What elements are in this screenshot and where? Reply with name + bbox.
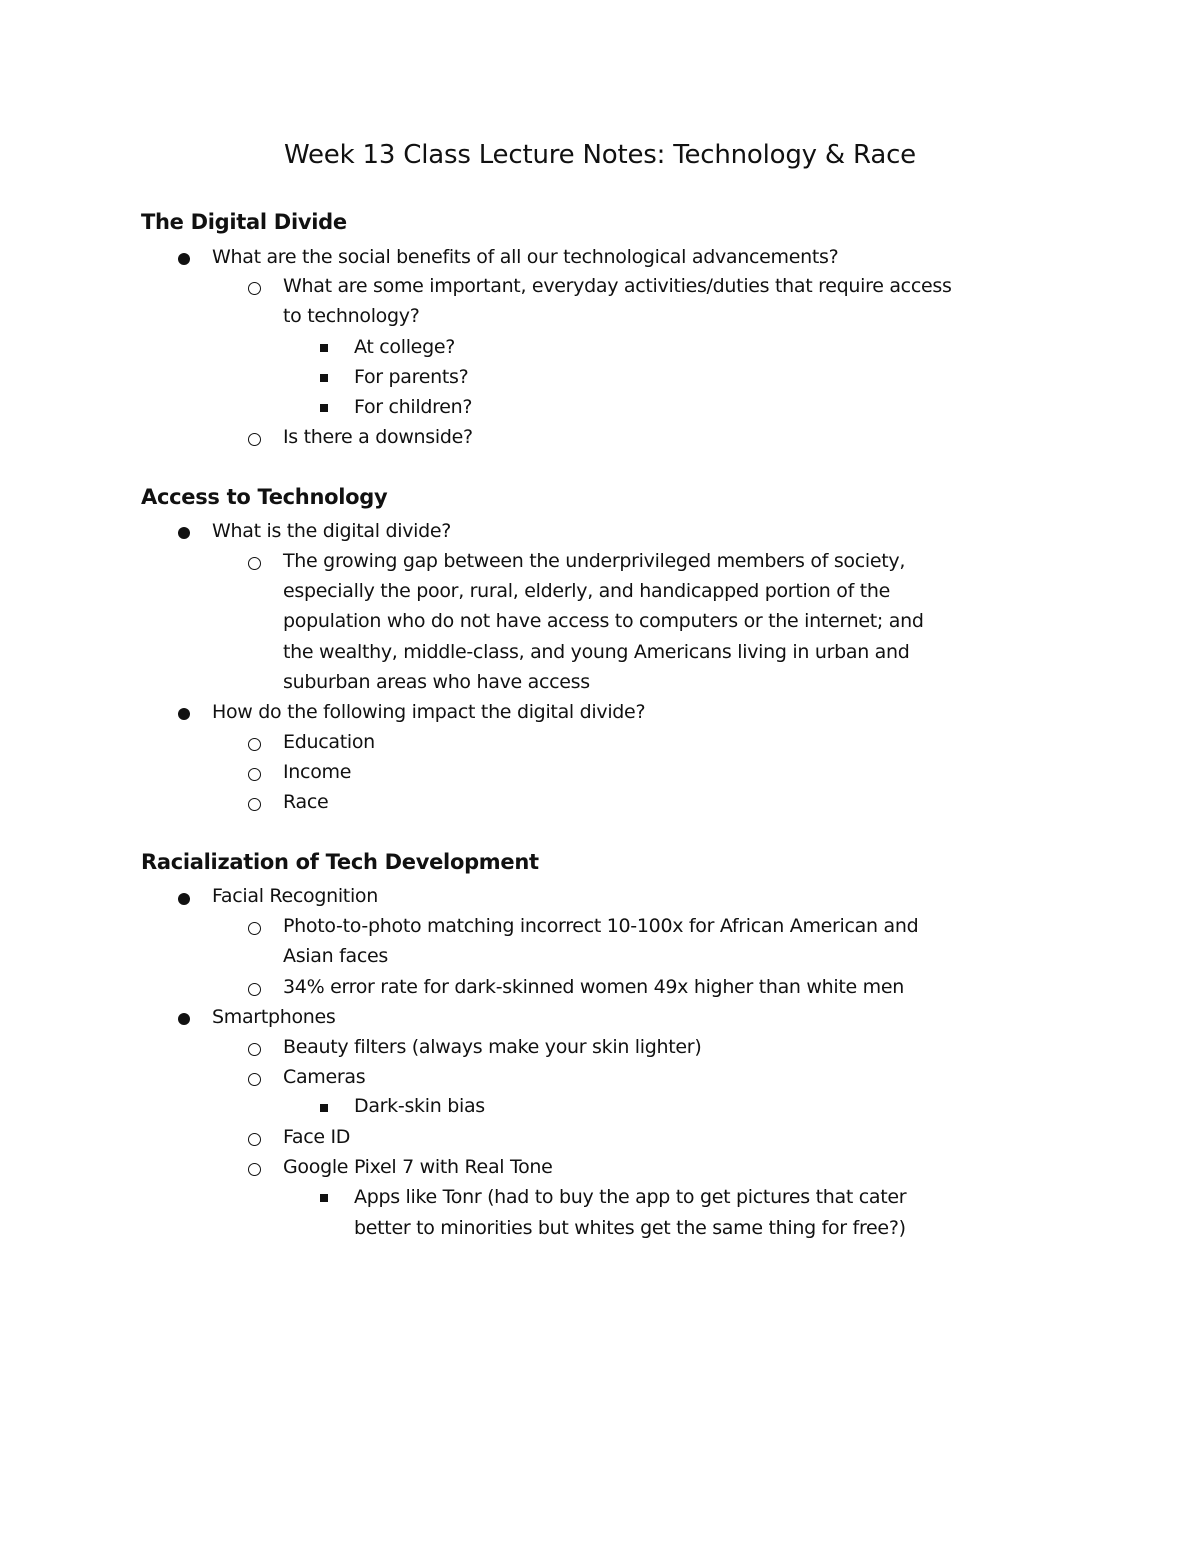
list-item: Is there a downside? bbox=[283, 426, 473, 448]
filled-bullet-icon bbox=[178, 253, 190, 265]
section-heading-access-to-technology: Access to Technology bbox=[141, 485, 388, 509]
list-item: Race bbox=[283, 791, 329, 813]
hollow-circle-bullet-icon bbox=[248, 1043, 261, 1056]
list-item: Face ID bbox=[283, 1126, 351, 1148]
list-item: The growing gap between the underprivileged members of society, bbox=[283, 550, 906, 572]
hollow-circle-bullet-icon bbox=[248, 1163, 261, 1176]
list-item: Education bbox=[283, 731, 375, 753]
square-bullet-icon bbox=[320, 1104, 328, 1112]
hollow-circle-bullet-icon bbox=[248, 1133, 261, 1146]
list-item: Smartphones bbox=[212, 1006, 336, 1028]
list-item-continuation: to technology? bbox=[283, 305, 420, 327]
list-item: What are the social benefits of all our technological advancements? bbox=[212, 246, 839, 268]
square-bullet-icon bbox=[320, 404, 328, 412]
filled-bullet-icon bbox=[178, 893, 190, 905]
hollow-circle-bullet-icon bbox=[248, 922, 261, 935]
list-item-continuation: Asian faces bbox=[283, 945, 388, 967]
list-item-continuation: better to minorities but whites get the same thing for free?) bbox=[354, 1217, 906, 1239]
hollow-circle-bullet-icon bbox=[248, 433, 261, 446]
list-item-continuation: suburban areas who have access bbox=[283, 671, 590, 693]
list-item: Beauty filters (always make your skin lighter) bbox=[283, 1036, 702, 1058]
hollow-circle-bullet-icon bbox=[248, 557, 261, 570]
list-item: 34% error rate for dark-skinned women 49x higher than white men bbox=[283, 976, 904, 998]
list-item: How do the following impact the digital divide? bbox=[212, 701, 646, 723]
section-heading-racialization: Racialization of Tech Development bbox=[141, 850, 539, 874]
page-title: Week 13 Class Lecture Notes: Technology & Race bbox=[284, 140, 916, 170]
list-item: Income bbox=[283, 761, 352, 783]
list-item: Google Pixel 7 with Real Tone bbox=[283, 1156, 553, 1178]
square-bullet-icon bbox=[320, 374, 328, 382]
list-item: For parents? bbox=[354, 366, 469, 388]
list-item: Facial Recognition bbox=[212, 885, 378, 907]
list-item: Apps like Tonr (had to buy the app to get pictures that cater bbox=[354, 1186, 907, 1208]
hollow-circle-bullet-icon bbox=[248, 738, 261, 751]
list-item-continuation: population who do not have access to computers or the internet; and bbox=[283, 610, 924, 632]
list-item: At college? bbox=[354, 336, 456, 358]
hollow-circle-bullet-icon bbox=[248, 983, 261, 996]
list-item-continuation: especially the poor, rural, elderly, and handicapped portion of the bbox=[283, 580, 890, 602]
list-item: Photo-to-photo matching incorrect 10-100x for African American and bbox=[283, 915, 919, 937]
hollow-circle-bullet-icon bbox=[248, 282, 261, 295]
list-item: What are some important, everyday activities/duties that require access bbox=[283, 275, 952, 297]
filled-bullet-icon bbox=[178, 1013, 190, 1025]
hollow-circle-bullet-icon bbox=[248, 1073, 261, 1086]
list-item: Dark-skin bias bbox=[354, 1095, 485, 1117]
square-bullet-icon bbox=[320, 1194, 328, 1202]
hollow-circle-bullet-icon bbox=[248, 798, 261, 811]
square-bullet-icon bbox=[320, 344, 328, 352]
filled-bullet-icon bbox=[178, 527, 190, 539]
filled-bullet-icon bbox=[178, 708, 190, 720]
list-item: For children? bbox=[354, 396, 473, 418]
list-item: Cameras bbox=[283, 1066, 366, 1088]
hollow-circle-bullet-icon bbox=[248, 768, 261, 781]
list-item: What is the digital divide? bbox=[212, 520, 452, 542]
list-item-continuation: the wealthy, middle-class, and young Americans living in urban and bbox=[283, 641, 910, 663]
section-heading-digital-divide: The Digital Divide bbox=[141, 210, 347, 234]
